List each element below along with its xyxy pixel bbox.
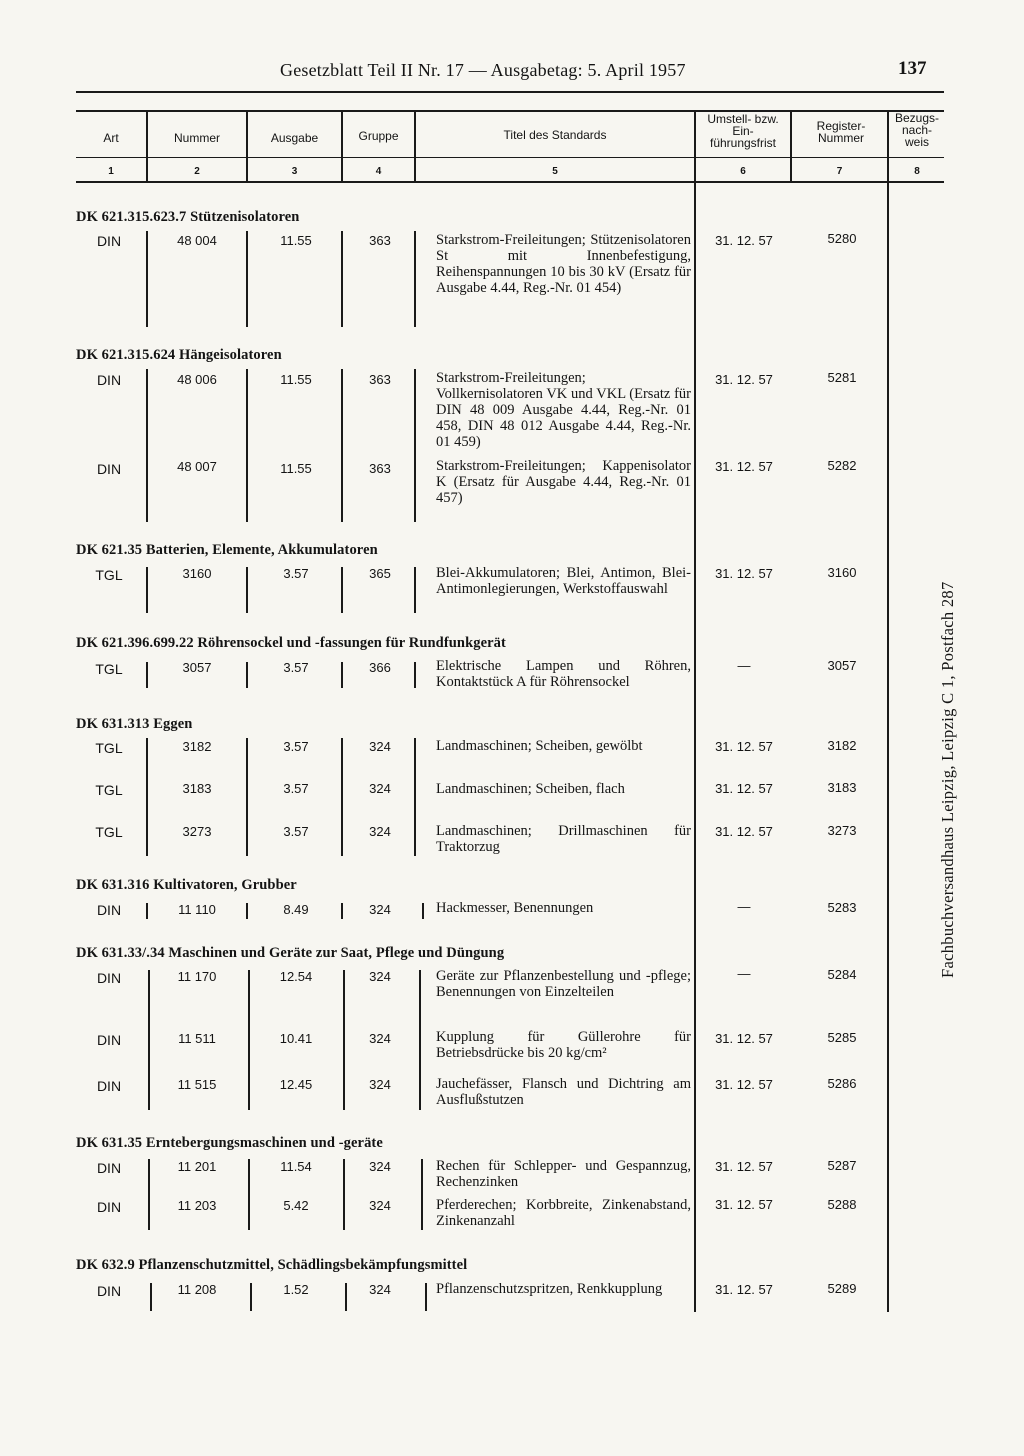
colnum-4: 4	[375, 166, 382, 177]
row-divider	[343, 970, 345, 1110]
cell-frist: 31. 12. 57	[715, 1077, 773, 1092]
row-divider	[341, 903, 343, 919]
cell-titel: Landmaschinen; Drillmaschinen für Traktorzug	[436, 823, 691, 855]
row-divider	[148, 970, 150, 1110]
cell-art: TGL	[95, 824, 123, 840]
section-title: DK 621.315.624 Hängeisolatoren	[76, 347, 282, 363]
row-divider	[246, 738, 248, 856]
cell-gruppe: 324	[369, 1077, 391, 1092]
section-title: DK 631.33/.34 Maschinen und Geräte zur Saat, Pflege und Düngung	[76, 945, 505, 961]
cell-art: TGL	[95, 740, 123, 756]
sidebar-publisher-note: Fachbuchversandhaus Leipzig, Leipzig C 1, Postfach 287	[938, 581, 957, 978]
cell-nummer: 3273	[182, 824, 212, 839]
table-numbers-rule	[76, 181, 944, 183]
cell-nummer: 11 515	[177, 1077, 217, 1092]
section-title: DK 631.316 Kultivatoren, Grubber	[76, 877, 297, 893]
colhead-gruppe: Gruppe	[358, 129, 399, 143]
cell-frist: —	[737, 966, 751, 981]
cell-titel: Blei-Akkumulatoren; Blei, Antimon, Blei-Antimonlegierungen, Werkstoffauswahl	[436, 565, 691, 597]
row-divider	[341, 369, 343, 522]
cell-ausgabe: 8.49	[283, 902, 309, 917]
cell-ausgabe: 3.57	[283, 781, 309, 796]
row-divider	[343, 1159, 345, 1230]
cell-nummer: 3183	[182, 781, 212, 796]
cell-register: 5285	[827, 1030, 857, 1045]
row-divider	[146, 738, 148, 856]
row-divider	[345, 1283, 347, 1311]
cell-ausgabe: 11.55	[280, 372, 312, 387]
cell-frist: 31. 12. 57	[715, 1282, 773, 1297]
header-rule	[76, 91, 944, 93]
cell-register: 5280	[827, 231, 857, 246]
cell-art: DIN	[96, 1078, 122, 1094]
section-title: DK 621.396.699.22 Röhrensockel und -fassungen für Rundfunkgerät	[76, 635, 506, 651]
row-divider	[150, 1283, 152, 1311]
row-divider	[246, 903, 248, 919]
cell-gruppe: 363	[369, 233, 391, 248]
cell-art: DIN	[96, 1032, 122, 1048]
cell-gruppe: 366	[369, 660, 391, 675]
cell-gruppe: 365	[369, 566, 391, 581]
cell-frist: 31. 12. 57	[715, 1031, 773, 1046]
cell-art: TGL	[95, 661, 123, 677]
row-divider	[146, 662, 148, 688]
cell-art: TGL	[95, 782, 123, 798]
cell-art: DIN	[96, 372, 122, 388]
colhead-art: Art	[103, 131, 119, 145]
cell-gruppe: 324	[369, 1159, 391, 1174]
cell-ausgabe: 5.42	[283, 1198, 309, 1213]
cell-titel: Pferderechen; Korbbreite, Zinkenabstand, Zinkenanzahl	[436, 1197, 691, 1229]
section-title: DK 631.313 Eggen	[76, 716, 193, 732]
colnum-3: 3	[291, 166, 298, 177]
cell-nummer: 11 511	[178, 1031, 216, 1046]
cell-art: DIN	[96, 1199, 122, 1215]
row-divider	[246, 231, 248, 327]
cell-register: 5281	[827, 370, 857, 385]
row-divider	[146, 903, 148, 919]
cell-frist: 31. 12. 57	[715, 233, 773, 248]
cell-titel: Hackmesser, Benennungen	[436, 900, 594, 916]
cell-ausgabe: 3.57	[283, 739, 309, 754]
cell-titel: Landmaschinen; Scheiben, gewölbt	[436, 738, 643, 754]
row-divider	[146, 567, 148, 613]
section-title: DK 632.9 Pflanzenschutzmittel, Schädlingsbekämpfungsmittel	[76, 1257, 468, 1273]
cell-frist: —	[737, 899, 751, 914]
cell-titel: Landmaschinen; Scheiben, flach	[436, 781, 625, 797]
row-divider	[341, 662, 343, 688]
cell-ausgabe: 3.57	[283, 660, 309, 675]
cell-titel: Elektrische Lampen und Röhren, Kontaktstück A für Röhrensockel	[436, 658, 691, 690]
row-divider	[148, 1159, 150, 1230]
row-divider	[248, 970, 250, 1110]
section-title: DK 621.315.623.7 Stützenisolatoren	[76, 209, 300, 225]
cell-register: 3183	[827, 780, 857, 795]
row-divider	[341, 567, 343, 613]
row-divider	[246, 567, 248, 613]
cell-ausgabe: 11.54	[280, 1159, 312, 1174]
section-title: DK 631.35 Erntebergungsmaschinen und -geräte	[76, 1135, 383, 1151]
cell-frist: 31. 12. 57	[715, 824, 773, 839]
table-head-rule	[76, 157, 944, 158]
cell-nummer: 11 170	[177, 969, 217, 984]
cell-nummer: 11 208	[177, 1282, 217, 1297]
cell-gruppe: 324	[369, 824, 391, 839]
cell-ausgabe: 11.55	[280, 233, 312, 248]
row-divider	[246, 369, 248, 522]
cell-art: DIN	[96, 970, 122, 986]
row-divider	[248, 1159, 250, 1230]
cell-gruppe: 324	[369, 781, 391, 796]
cell-titel: Jauchefässer, Flansch und Dichtring am Ausflußstutzen	[436, 1076, 691, 1108]
cell-frist: 31. 12. 57	[715, 739, 773, 754]
cell-titel: Geräte zur Pflanzenbestellung und -pflege; Benennungen von Einzelteilen	[436, 968, 691, 1000]
cell-frist: 31. 12. 57	[715, 459, 773, 474]
row-divider	[422, 903, 424, 919]
colnum-7: 7	[836, 166, 843, 177]
row-divider	[246, 662, 248, 688]
cell-nummer: 3182	[182, 739, 212, 754]
cell-gruppe: 363	[369, 372, 391, 387]
row-divider	[414, 662, 416, 688]
colhead-nummer: Nummer	[173, 131, 220, 145]
cell-gruppe: 324	[369, 739, 391, 754]
row-divider	[414, 369, 416, 522]
cell-frist: 31. 12. 57	[715, 566, 773, 581]
cell-frist: 31. 12. 57	[715, 1159, 773, 1174]
col-divider-7	[887, 112, 889, 1312]
page-number: 137	[898, 58, 927, 79]
cell-titel: Starkstrom-Freileitungen; Kappenisolator K (Ersatz für Ausgabe 4.44, Reg.-Nr. 01 457)	[436, 458, 691, 506]
cell-titel: Starkstrom-Freileitungen; Stützenisolatoren St mit Innenbefestigung, Reihenspannungen 10 bis 30 kV (Ersatz für Ausgabe 4.44, Reg.-Nr. 01 454)	[436, 232, 691, 296]
cell-nummer: 11 201	[177, 1159, 217, 1174]
colnum-8: 8	[914, 166, 920, 177]
cell-frist: 31. 12. 57	[715, 781, 773, 796]
section-title: DK 621.35 Batterien, Elemente, Akkumulatoren	[76, 542, 378, 558]
cell-art: TGL	[95, 567, 123, 583]
cell-register: 3182	[827, 738, 857, 753]
cell-nummer: 11 203	[177, 1198, 217, 1213]
cell-nummer: 3160	[182, 566, 212, 581]
colnum-6: 6	[740, 166, 746, 177]
cell-gruppe: 324	[369, 1198, 391, 1213]
table-top-rule	[76, 110, 944, 112]
cell-ausgabe: 11.55	[280, 461, 312, 476]
page-header-title: Gesetzblatt Teil II Nr. 17 — Ausgabetag: 5. April 1957	[280, 60, 686, 80]
cell-gruppe: 324	[369, 1282, 391, 1297]
cell-titel: Kupplung für Güllerohre für Betriebsdrücke bis 20 kg/cm²	[436, 1029, 691, 1061]
cell-art: DIN	[96, 1283, 122, 1299]
cell-frist: 31. 12. 57	[715, 1197, 773, 1212]
cell-register: 3160	[827, 565, 857, 580]
row-divider	[414, 231, 416, 327]
colhead-bezug: Bezugs- nach- weis	[894, 111, 940, 149]
cell-titel: Starkstrom-Freileitungen; Vollkernisolatoren VK und VKL (Ersatz für DIN 48 009 Ausgabe 4.44, Reg.-Nr. 01 458, DIN 48 012 Ausgabe 4.44, Reg.-Nr. 01 459)	[436, 370, 691, 450]
colhead-frist: Umstell- bzw. Ein- führungsfrist	[707, 112, 779, 150]
cell-art: DIN	[96, 1160, 122, 1176]
cell-nummer: 48 004	[177, 233, 217, 248]
cell-register: 5282	[827, 458, 857, 473]
colhead-ausgabe: Ausgabe	[270, 131, 319, 145]
cell-titel: Rechen für Schlepper- und Gespannzug, Rechenzinken	[436, 1158, 691, 1190]
cell-ausgabe: 1.52	[283, 1282, 309, 1297]
cell-gruppe: 324	[369, 902, 391, 917]
cell-gruppe: 324	[369, 1031, 391, 1046]
cell-nummer: 48 007	[177, 459, 217, 474]
colnum-5: 5	[552, 166, 558, 177]
row-divider	[341, 738, 343, 856]
row-divider	[250, 1283, 252, 1311]
cell-gruppe: 324	[369, 969, 391, 984]
colnum-1: 1	[108, 166, 114, 177]
cell-nummer: 3057	[182, 660, 212, 675]
row-divider	[421, 1159, 423, 1230]
row-divider	[146, 231, 148, 327]
cell-register: 3057	[827, 658, 857, 673]
cell-frist: 31. 12. 57	[715, 372, 773, 387]
cell-art: DIN	[96, 902, 122, 918]
cell-nummer: 48 006	[177, 372, 217, 387]
row-divider	[425, 1283, 427, 1311]
cell-ausgabe: 3.57	[283, 824, 309, 839]
cell-nummer: 11 110	[178, 902, 216, 917]
cell-register: 5287	[827, 1158, 857, 1173]
cell-register: 5286	[827, 1076, 857, 1091]
cell-register: 3273	[827, 823, 857, 838]
cell-register: 5284	[827, 967, 857, 982]
cell-register: 5289	[827, 1281, 857, 1296]
row-divider	[414, 567, 416, 613]
colhead-titel: Titel des Standards	[503, 128, 607, 142]
colhead-register: Register- Nummer	[816, 119, 866, 145]
row-divider	[146, 369, 148, 522]
cell-ausgabe: 3.57	[283, 566, 309, 581]
cell-ausgabe: 10.41	[279, 1031, 313, 1046]
cell-register: 5288	[827, 1197, 857, 1212]
row-divider	[341, 231, 343, 327]
cell-frist: —	[737, 658, 751, 673]
cell-titel: Pflanzenschutzspritzen, Renkkupplung	[436, 1281, 663, 1297]
colnum-2: 2	[194, 166, 200, 177]
cell-art: DIN	[96, 233, 122, 249]
cell-gruppe: 363	[369, 461, 391, 476]
cell-art: DIN	[96, 461, 122, 477]
col-divider-5	[694, 112, 696, 1312]
row-divider	[414, 738, 416, 856]
cell-ausgabe: 12.45	[279, 1077, 313, 1092]
row-divider	[419, 970, 421, 1110]
cell-register: 5283	[827, 900, 857, 915]
cell-ausgabe: 12.54	[279, 969, 313, 984]
